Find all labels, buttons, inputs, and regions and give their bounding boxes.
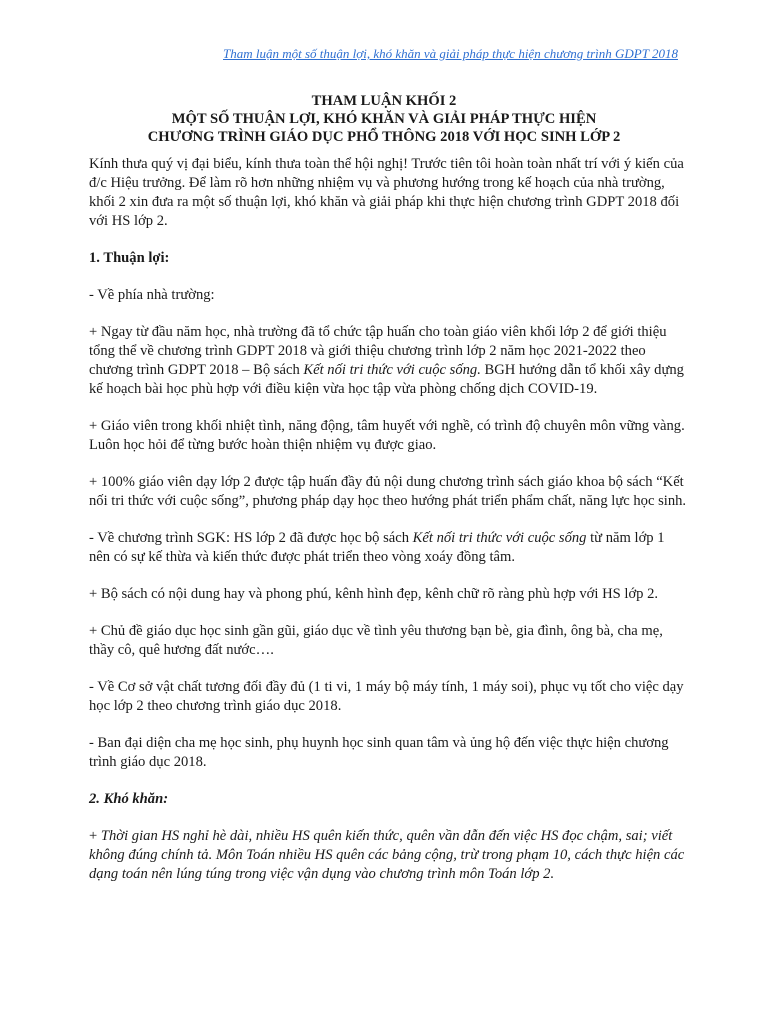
title-line-2: MỘT SỐ THUẬN LỢI, KHÓ KHĂN VÀ GIẢI PHÁP THỰC HIỆN (171, 111, 597, 127)
difficulty-italic-text: Thời gian HS nghỉ hè dài, nhiều HS quên kiến thức, quên vần dẫn đến việc HS đọc chậm, sai; viết không đúng chính tả. Môn Toán nhiều HS quên các bảng cộng, trừ trong phạm 10, cách thực hiện các dạng toán nên lúng túng trong việc vận dụng vào chương trình môn Toán lớp 2. (89, 828, 685, 882)
advantage-paragraph-3: + 100% giáo viên dạy lớp 2 được tập huấn đầy đủ nội dung chương trình sách giáo khoa bộ sách “Kết nối tri thức với cuộc sống”, phương pháp dạy học theo hướng phát triển phẩm chất, năng lực học sinh. (89, 474, 687, 509)
text-run: + (89, 828, 101, 844)
text-run: từ năm lớp 1 nên có sự kế thừa và kiến thức được phát triển theo vòng xoáy đồng tâm. (89, 530, 665, 565)
intro-paragraph: Kính thưa quý vị đại biểu, kính thưa toàn thể hội nghị! Trước tiên tôi hoàn toàn nhất trí với ý kiến của đ/c Hiệu trưởng. Để làm rõ hơn những nhiệm vụ và phương hướng trong kế hoạch của nhà trường, khối 2 xin đưa ra một số thuận lợi, khó khăn và giải pháp khi thực hiện chương trình GDPT 2018 đối với HS lớp 2. (89, 156, 684, 229)
difficulty-paragraph-1 (89, 827, 687, 884)
text-run: BGH hướng dẫn tổ khối xây dựng kế hoạch bài học phù hợp với điều kiện vừa học tập vừa phòng chống dịch COVID-19. (89, 362, 684, 397)
title-line-1: THAM LUẬN KHỐI 2 (311, 93, 457, 109)
header-link[interactable]: Tham luận một số thuận lợi, khó khăn và giải pháp thực hiện chương trình GDPT 2018 (223, 46, 678, 61)
advantage-paragraph-8: - Ban đại diện cha mẹ học sinh, phụ huynh học sinh quan tâm và ủng hộ đến việc thực hiện chương trình giáo dục 2018. (89, 735, 669, 770)
book-title-italic: Kết nối tri thức với cuộc sống. (303, 362, 481, 378)
text-run: + Ngay từ đầu năm học, nhà trường đã tổ chức tập huấn cho toàn giáo viên khối lớp 2 để giới thiệu tổng thể về chương trình GDPT 2018 và giới thiệu chương trình lớp 2 năm học 2021-2022 theo chương trình GDPT 2018 – Bộ sách (89, 324, 667, 378)
advantage-paragraph-7: - Về Cơ sở vật chất tương đối đầy đủ (1 ti vi, 1 máy bộ máy tính, 1 máy soi), phục vụ tốt cho việc dạy học lớp 2 theo chương trình giáo dục 2018. (89, 679, 684, 714)
advantage-paragraph-5: + Bộ sách có nội dung hay và phong phú, kênh hình đẹp, kênh chữ rõ ràng phù hợp với HS lớp 2. (89, 586, 659, 602)
section-heading-advantages: 1. Thuận lợi: (89, 250, 170, 266)
book-title-italic: Kết nối tri thức với cuộc sống (412, 530, 587, 546)
text-run: - Về chương trình SGK: HS lớp 2 đã được học bộ sách (89, 530, 413, 546)
advantage-paragraph-4 (89, 529, 687, 567)
title-line-3: CHƯƠNG TRÌNH GIÁO DỤC PHỔ THÔNG 2018 VỚI HỌC SINH LỚP 2 (147, 129, 621, 145)
document-title (90, 92, 678, 146)
advantage-paragraph-6: + Chủ đề giáo dục học sinh gần gũi, giáo dục về tình yêu thương bạn bè, gia đình, ông bà, cha mẹ, thầy cô, quê hương đất nước…. (89, 623, 663, 658)
document-body (89, 155, 687, 902)
advantage-paragraph-1 (89, 323, 687, 399)
advantage-paragraph-2: + Giáo viên trong khối nhiệt tình, năng động, tâm huyết với nghề, có trình độ chuyên môn vững vàng. Luôn học hỏi để từng bước hoàn thiện nhiệm vụ được giao. (89, 418, 685, 453)
section-heading-difficulties: 2. Khó khăn: (89, 791, 169, 807)
school-side-label: - Về phía nhà trường: (89, 287, 215, 303)
